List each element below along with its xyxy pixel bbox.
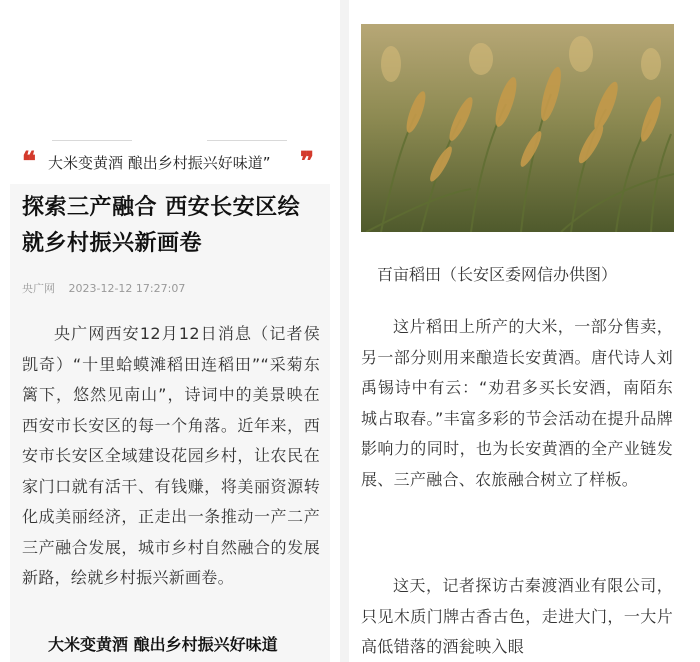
- divider-line: [52, 140, 132, 141]
- section-subheading: 大米变黄酒 酿出乡村振兴好味道: [48, 635, 278, 654]
- panel-divider: [340, 0, 349, 662]
- article-headline: 探索三产融合 西安长安区绘就乡村振兴新画卷: [22, 195, 301, 256]
- right-article-panel: [349, 0, 700, 662]
- divider-line: [207, 140, 287, 141]
- photo-caption: 百亩稻田（长安区委网信办供图）: [377, 265, 618, 284]
- open-quote-icon: ❝: [22, 147, 36, 177]
- article-datetime: 2023-12-12 17:27:07: [68, 282, 186, 295]
- article-paragraph: 这片稻田上所产的大米，一部分售卖，另一部分则用来酿造长安黄酒。唐代诗人刘禹锡诗中有云：“劝君多买长安酒，南陌东城占取春。”丰富多彩的节会活动在提升品牌影响力的同时，也为长安黄酒的全产业链发展、三产融合、农旅融合树立了样板。: [361, 317, 673, 489]
- article-paragraph: 央广网西安12月12日消息（记者侯凯奇）“十里蛤蟆滩稻田连稻田”“采菊东篱下，悠然见南山”，诗词中的美景映在西安市长安区的每一个角落。近年来，西安市长安区全域建设花园乡村，让农民在家门口就有活干、有钱赚，将美丽资源转化成美丽经济，正走出一条推动一产二产三产融合发展，城市乡村自然融合的发展新路，绘就乡村振兴新画卷。: [22, 324, 320, 587]
- close-quote-icon: ❞: [300, 147, 314, 177]
- article-meta: [22, 280, 195, 296]
- left-article-panel: [0, 0, 340, 662]
- quote-heading-block: [22, 140, 322, 180]
- quote-title: 大米变黄酒 酿出乡村振兴好味道”: [48, 154, 271, 172]
- article-source: 央广网: [22, 282, 55, 295]
- rice-field-photo: [361, 24, 674, 232]
- article-card: [10, 184, 330, 662]
- article-paragraph: 这天，记者探访古秦渡酒业有限公司，只见木质门牌古香古色，走进大门，一大片高低错落的酒瓮映入眼: [361, 576, 673, 656]
